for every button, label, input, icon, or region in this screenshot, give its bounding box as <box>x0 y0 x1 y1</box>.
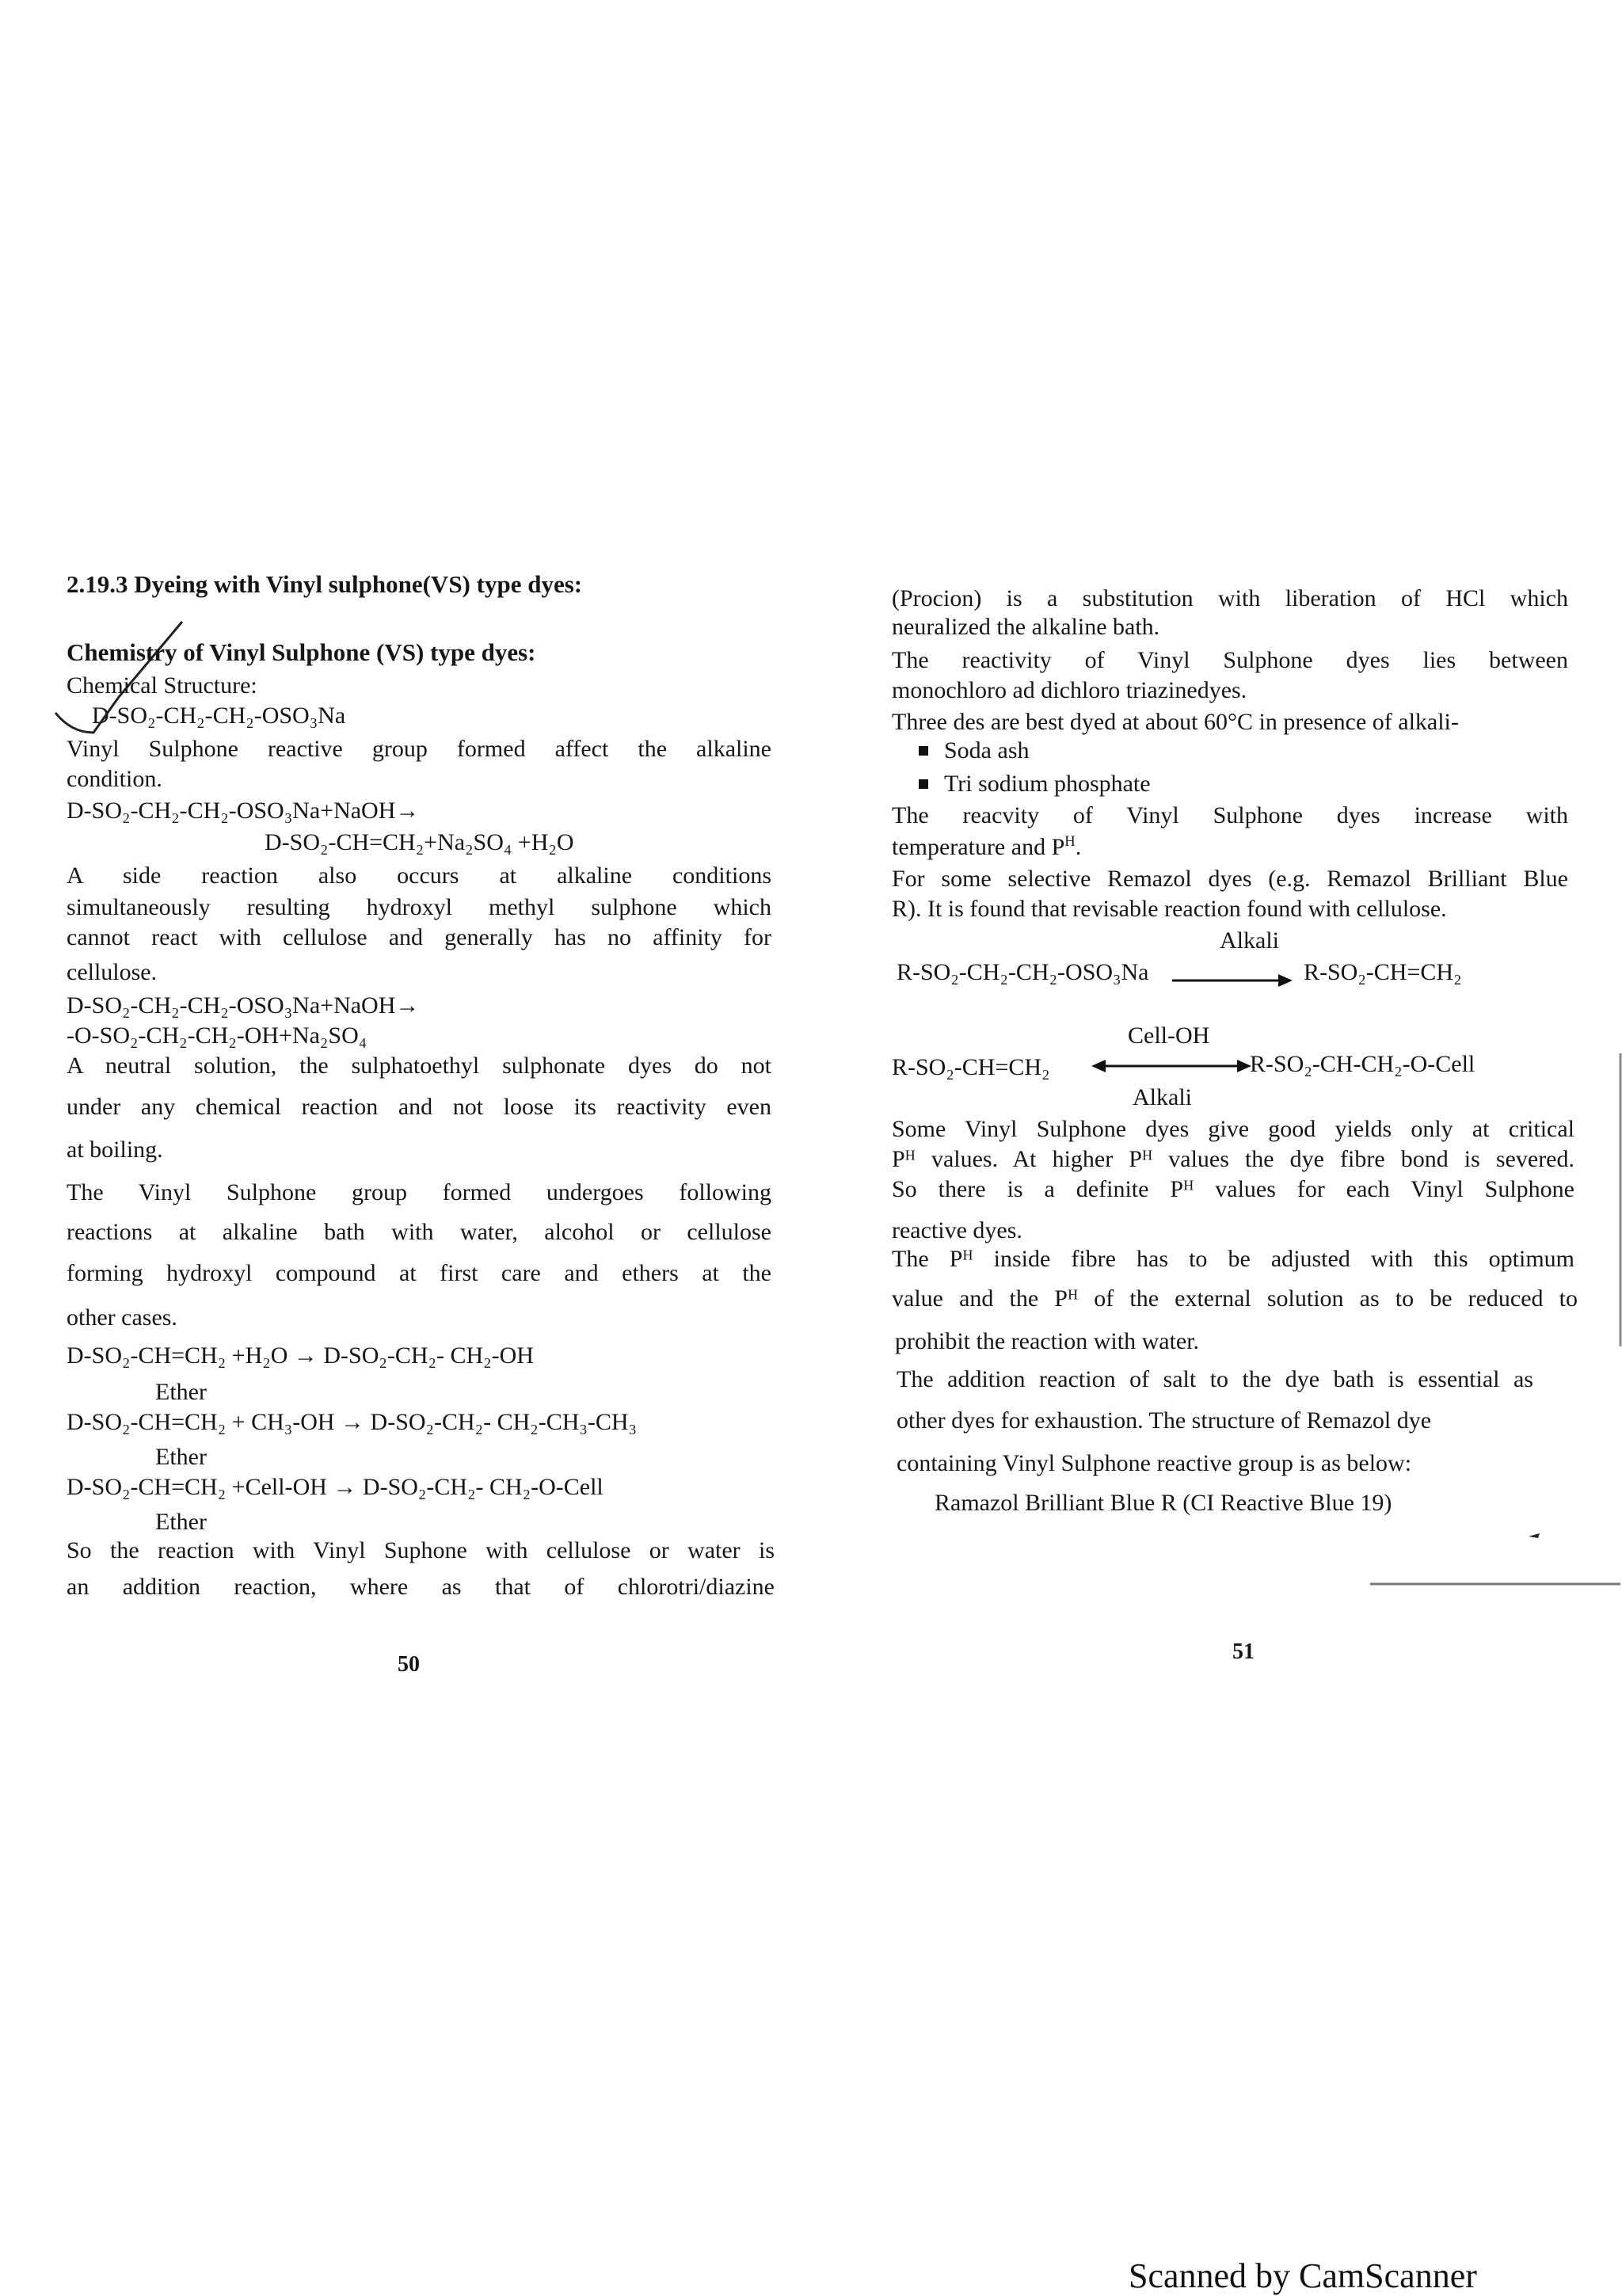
paragraph-line: For some selective Remazol dyes (e.g. Remazol Brilliant Blue <box>892 866 1568 892</box>
paragraph-line: So there is a definite Pᴴ values for each Vinyl Sulphone <box>892 1176 1574 1202</box>
paragraph-line: containing Vinyl Sulphone reactive group is as below: <box>897 1450 1412 1476</box>
scanner-watermark: Scanned by CamScanner <box>1129 2256 1477 2295</box>
bullet-icon <box>919 779 928 789</box>
text-span: . <box>1075 834 1082 860</box>
bullet-text: Tri sodium phosphate <box>944 771 1151 797</box>
paragraph-line: Pᴴ values. At higher Pᴴ values the dye fibre bond is severed. <box>892 1146 1574 1172</box>
paragraph-line: condition. <box>67 766 162 792</box>
reaction-label: Ether <box>155 1509 207 1535</box>
reaction: D-SO₂-CH=CH₂ + CH₃-OH → D-SO₂-CH₂- CH₂-CH₃-CH₃ <box>67 1409 638 1435</box>
paragraph-line <box>892 833 1081 862</box>
equation: R-SO₂-CH=CH₂ <box>892 1054 1050 1080</box>
figure-caption: Ramazol Brilliant Blue R (CI Reactive Blue 19) <box>935 1490 1392 1516</box>
text-span: temperature and P <box>892 834 1065 860</box>
page-number: 51 <box>1232 1639 1255 1664</box>
paragraph-line: monochloro ad dichloro triazinedyes. <box>892 677 1247 703</box>
paragraph-line: R). It is found that revisable reaction found with cellulose. <box>892 896 1447 922</box>
bullet-item <box>919 737 1030 765</box>
paragraph-line: simultaneously resulting hydroxyl methyl sulphone which <box>67 894 771 920</box>
paragraph-line: Vinyl Sulphone reactive group formed affect the alkaline <box>67 736 771 762</box>
paragraph-line: under any chemical reaction and not loose its reactivity even <box>67 1094 771 1120</box>
reaction: D-SO₂-CH=CH₂ +H₂O → D-SO₂-CH₂- CH₂-OH <box>67 1342 534 1369</box>
paragraph-line: reactive dyes. <box>892 1217 1022 1243</box>
arrow-label: Cell-OH <box>1128 1022 1210 1049</box>
bullet-item <box>919 770 1151 798</box>
arrow-label: Alkali <box>1133 1084 1192 1110</box>
paragraph-line: value and the Pᴴ of the external solution as to be reduced to <box>892 1285 1578 1312</box>
ink-mark <box>1529 1533 1540 1538</box>
paragraph-line: The reactivity of Vinyl Sulphone dyes lies between <box>892 647 1568 673</box>
paragraph-line: prohibit the reaction with water. <box>895 1328 1200 1354</box>
paragraph-line: The reacvity of Vinyl Sulphone dyes increase with <box>892 802 1568 828</box>
equation: R-SO₂-CH-CH₂-O-Cell <box>1250 1051 1475 1077</box>
reaction-arrow-icon <box>1172 974 1293 987</box>
bullet-text: Soda ash <box>944 737 1030 763</box>
paragraph-line: Three des are best dyed at about 60°C in presence of alkali- <box>892 709 1459 735</box>
structure-label: Chemical Structure: <box>67 672 257 699</box>
paragraph-line: other cases. <box>67 1304 177 1331</box>
equation: R-SO₂-CH=CH₂ <box>1304 959 1462 985</box>
equation: D-SO₂-CH=CH₂+Na₂SO₄ +H₂O <box>265 829 574 855</box>
equation: -O-SO₂-CH₂-CH₂-OH+Na₂SO₄ <box>67 1022 367 1049</box>
equation: R-SO₂-CH₂-CH₂-OSO₃Na <box>897 959 1149 985</box>
paragraph-line: neuralized the alkaline bath. <box>892 614 1160 640</box>
reaction-label: Ether <box>155 1444 207 1470</box>
paragraph-line: So the reaction with Vinyl Suphone with cellulose or water is <box>67 1537 775 1563</box>
paragraph-line: (Procion) is a substitution with liberation of HCl which <box>892 585 1568 611</box>
paragraph-line: A neutral solution, the sulphatoethyl sulphonate dyes do not <box>67 1053 771 1079</box>
paragraph-line: forming hydroxyl compound at first care and ethers at the <box>67 1260 771 1286</box>
formula: D-SO₂-CH₂-CH₂-OSO₃Na <box>92 703 346 729</box>
paragraph-line: reactions at alkaline bath with water, alcohol or cellulose <box>67 1219 771 1245</box>
bullet-icon <box>919 746 928 756</box>
paragraph-line: The Vinyl Sulphone group formed undergoes following <box>67 1179 771 1205</box>
paragraph-line: other dyes for exhaustion. The structure of Remazol dye <box>897 1407 1432 1434</box>
reversible-arrow-icon <box>1091 1060 1251 1072</box>
superscript: H <box>1064 833 1076 850</box>
subheading: Chemistry of Vinyl Sulphone (VS) type dyes: <box>67 638 536 666</box>
arrow-label: Alkali <box>1220 927 1279 954</box>
paragraph-line: cellulose. <box>67 959 158 985</box>
paragraph-line: The addition reaction of salt to the dye bath is essential as <box>897 1366 1533 1392</box>
paragraph-line: an addition reaction, where as that of chlorotri/diazine <box>67 1574 775 1600</box>
reaction: D-SO₂-CH=CH₂ +Cell-OH → D-SO₂-CH₂- CH₂-O-Cell <box>67 1474 603 1500</box>
equation: D-SO₂-CH₂-CH₂-OSO₃Na+NaOH→ <box>67 992 420 1019</box>
equation: D-SO₂-CH₂-CH₂-OSO₃Na+NaOH→ <box>67 798 420 824</box>
reaction-label: Ether <box>155 1379 207 1405</box>
section-heading: 2.19.3 Dyeing with Vinyl sulphone(VS) type dyes: <box>67 570 583 598</box>
paragraph-line: at boiling. <box>67 1137 163 1163</box>
paragraph-line: A side reaction also occurs at alkaline conditions <box>67 862 771 889</box>
paragraph-line: Some Vinyl Sulphone dyes give good yields only at critical <box>892 1116 1574 1142</box>
paragraph-line: The Pᴴ inside fibre has to be adjusted with this optimum <box>892 1246 1574 1272</box>
page-number: 50 <box>398 1652 420 1677</box>
paragraph-line: cannot react with cellulose and generally has no affinity for <box>67 924 771 950</box>
